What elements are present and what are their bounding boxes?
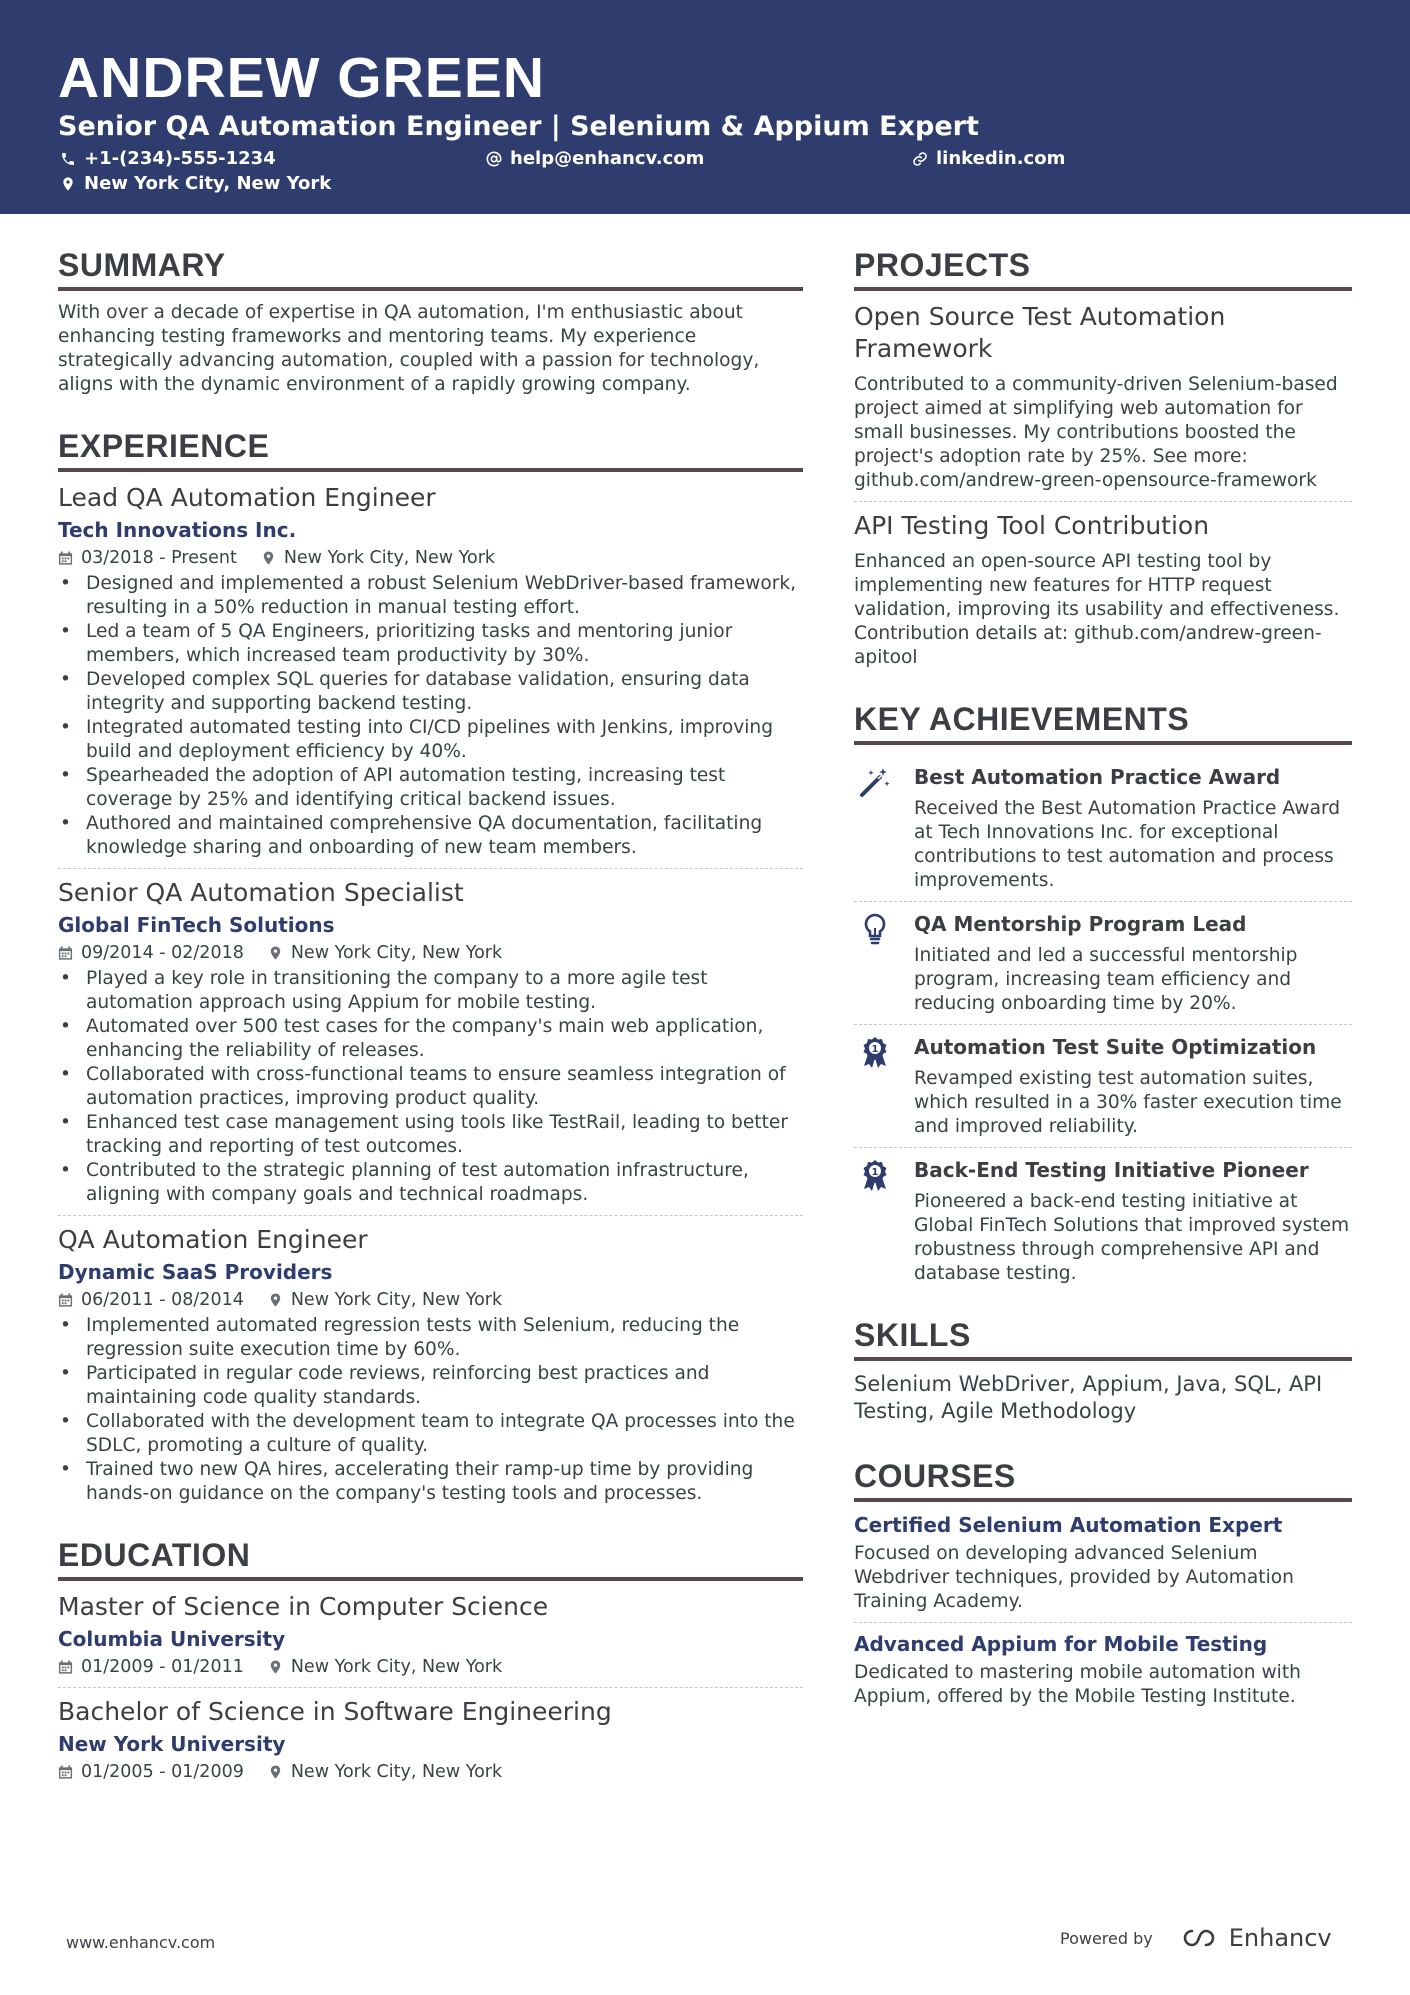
project-entry [854,301,1352,502]
job-dates-text: 09/2014 - 02/2018 [81,943,244,963]
job-location-text: New York City, New York [290,943,503,963]
svg-text:1: 1 [871,1044,879,1055]
location-pin-icon [60,176,76,192]
summary-text: With over a decade of expertise in QA automation, I'm enthusiastic about enhancing testing frameworks and mentoring teams. My experience strategically advancing automation, coupled with a passion for technology, aligns with the dynamic environment of a rapidly growing company. [58,302,760,395]
achievement-item [854,755,1352,902]
phone-text: +1-(234)-555-1234 [84,148,276,169]
bullet-item: • Led a team of 5 QA Engineers, prioritizing tasks and mentoring junior members, which increased team productivity by 30%. [58,620,803,668]
candidate-title: Senior QA Automation Engineer | Selenium & Appium Expert [58,111,979,142]
calendar-icon [58,1659,73,1675]
achievement-title: QA Mentorship Program Lead [914,912,1247,936]
courses-heading: COURSES [854,1457,1352,1502]
job-company: Tech Innovations Inc. [58,518,297,542]
calendar-icon [58,550,73,566]
bullet-item: • Participated in regular code reviews, reinforcing best practices and maintaining code quality standards. [58,1362,803,1410]
education-dates [58,1760,244,1784]
bullet-item: • Collaborated with the development team to integrate QA processes into the SDLC, promoting a culture of quality. [58,1410,803,1458]
project-title: API Testing Tool Contribution [854,511,1210,540]
summary-heading: SUMMARY [58,246,803,291]
education-location [268,1760,502,1784]
achievement-content [914,910,1352,1016]
education-location-text: New York City, New York [290,1657,503,1677]
job-location-text: New York City, New York [283,548,496,568]
bullet-item: • Developed complex SQL queries for database validation, ensuring data integrity and supporting backend testing. [58,668,803,716]
calendar-icon [58,1292,73,1308]
education-entry [58,1591,803,1688]
education-dates [58,1655,244,1679]
calendar-icon [58,1764,73,1780]
resume-header [0,0,1410,214]
bullet-item: • Authored and maintained comprehensive QA documentation, facilitating knowledge sharing and onboarding of new team members. [58,812,803,860]
education-dates-text: 01/2005 - 01/2009 [81,1762,244,1782]
brand-name: Enhancv [1228,1924,1332,1952]
award-ribbon-icon [858,1035,892,1069]
course-entry [854,1512,1352,1623]
projects-heading: PROJECTS [854,246,1352,291]
experience-entry [58,877,803,1216]
bullet-item: • Automated over 500 test cases for the company's main web application, enhancing the reliability of releases. [58,1015,803,1063]
course-entry [854,1631,1352,1717]
course-description: Dedicated to mastering mobile automation with Appium, offered by the Mobile Testing Institute. [854,1662,1301,1707]
achievement-description: Pioneered a back-end testing initiative at Global FinTech Solutions that improved system robustness through comprehensive API and database testing. [914,1191,1350,1284]
location-text: New York City, New York [84,173,332,194]
location-pin-icon [268,1659,283,1675]
education-dates-text: 01/2009 - 01/2011 [81,1657,244,1677]
job-bullets [58,572,803,860]
experience-entry [58,1224,803,1514]
contact-location [60,173,331,195]
achievement-content [914,763,1352,893]
left-column [58,246,803,1792]
job-dates [58,941,244,965]
footer-website[interactable]: www.enhancv.com [66,1933,216,1952]
achievements-section [854,700,1352,1294]
education-heading: EDUCATION [58,1536,803,1581]
education-meta [58,1655,803,1679]
job-bullets [58,967,803,1207]
calendar-icon [58,945,73,961]
course-title: Certified Selenium Automation Expert [854,1513,1283,1537]
link-text[interactable]: linkedin.com [936,148,1066,169]
achievement-title: Back-End Testing Initiative Pioneer [914,1158,1309,1182]
achievement-title: Best Automation Practice Award [914,765,1281,789]
achievement-item [854,1148,1352,1294]
achievement-title: Automation Test Suite Optimization [914,1035,1317,1059]
degree-title: Master of Science in Computer Science [58,1592,549,1621]
bullet-item: • Trained two new QA hires, accelerating their ramp-up time by providing hands-on guidance on the company's testing tools and processes. [58,1458,803,1506]
project-title: Open Source Test Automation Framework [854,302,1226,363]
school-name: Columbia University [58,1627,286,1651]
education-meta [58,1760,803,1784]
job-meta [58,1288,803,1312]
contact-phone [60,148,276,170]
skills-list: Selenium WebDriver, Appium, Java, SQL, API Testing, Agile Methodology [854,1372,1323,1423]
phone-icon [60,151,76,167]
education-location [268,1655,502,1679]
location-pin-icon [268,1292,283,1308]
course-description: Focused on developing advanced Selenium Webdriver techniques, provided by Automation Training Academy. [854,1543,1294,1612]
experience-section [58,427,803,1514]
bullet-item: • Designed and implemented a robust Selenium WebDriver-based framework, resulting in a 50% reduction in manual testing effort. [58,572,803,620]
achievement-icon-slot [854,763,896,893]
summary-section [58,246,803,397]
job-role: Senior QA Automation Specialist [58,878,464,907]
achievement-icon-slot [854,1033,896,1139]
email-text[interactable]: help@enhancv.com [510,148,705,169]
achievement-icon-slot [854,1156,896,1286]
job-meta [58,941,803,965]
location-pin-icon [268,1764,283,1780]
job-dates [58,1288,244,1312]
location-pin-icon [268,945,283,961]
bullet-item: • Spearheaded the adoption of API automation testing, increasing test coverage by 25% and identifying critical backend issues. [58,764,803,812]
achievement-content [914,1156,1352,1286]
job-dates-text: 06/2011 - 08/2014 [81,1290,244,1310]
achievement-description: Initiated and led a successful mentorship program, increasing team efficiency and reducing onboarding time by 20%. [914,945,1298,1014]
job-location [268,1288,502,1312]
achievement-item [854,902,1352,1025]
powered-by-label: Powered by [1060,1928,1153,1948]
skills-heading: SKILLS [854,1316,1352,1361]
footer-branding [1060,1924,1332,1952]
achievement-description: Revamped existing test automation suites, which resulted in a 30% faster execution time and improved reliability. [914,1068,1342,1137]
courses-section [854,1457,1352,1717]
lightbulb-icon [858,912,892,946]
degree-title: Bachelor of Science in Software Engineering [58,1697,612,1726]
school-name: New York University [58,1732,286,1756]
link-icon [912,151,928,167]
projects-section [854,246,1352,678]
project-description: Enhanced an open-source API testing tool by implementing new features for HTTP request validation, improving its usability and effectiveness. Contribution details at: github.com/andrew-green-apitool [854,551,1340,668]
right-column [854,246,1352,1717]
bullet-item: • Enhanced test case management using tools like TestRail, leading to better tracking and reporting of test outcomes. [58,1111,803,1159]
contact-link[interactable] [912,148,1065,170]
job-role: Lead QA Automation Engineer [58,483,436,512]
education-section [58,1536,803,1792]
skills-section [854,1316,1352,1425]
project-description: Contributed to a community-driven Selenium-based project aimed at simplifying web automation for small businesses. My contributions boosted the project's adoption rate by 25%. See more: github.com/andrew-green-opensource-framework [854,374,1338,491]
achievement-content [914,1033,1352,1139]
achievements-heading: KEY ACHIEVEMENTS [854,700,1352,745]
education-location-text: New York City, New York [290,1762,503,1782]
magic-wand-icon [858,765,892,799]
enhancv-logo-icon [1177,1926,1221,1950]
job-location [268,941,502,965]
bullet-item: • Integrated automated testing into CI/CD pipelines with Jenkins, improving build and deployment efficiency by 40%. [58,716,803,764]
candidate-name: ANDREW GREEN [58,46,546,110]
contact-email[interactable] [486,148,704,170]
job-location-text: New York City, New York [290,1290,503,1310]
svg-text:1: 1 [871,1167,879,1178]
bullet-item: • Collaborated with cross-functional teams to ensure seamless integration of automation practices, improving product quality. [58,1063,803,1111]
bullet-item: • Contributed to the strategic planning of test automation infrastructure, aligning with company goals and technical roadmaps. [58,1159,803,1207]
achievement-icon-slot [854,910,896,1016]
project-entry [854,510,1352,678]
education-entry [58,1696,803,1792]
job-location [261,546,495,570]
experience-heading: EXPERIENCE [58,427,803,472]
course-title: Advanced Appium for Mobile Testing [854,1632,1268,1656]
job-company: Global FinTech Solutions [58,913,335,937]
brand-logo[interactable] [1177,1924,1332,1952]
bullet-item: • Played a key role in transitioning the company to a more agile test automation approach using Appium for mobile testing. [58,967,803,1015]
bullet-item: • Implemented automated regression tests with Selenium, reducing the regression suite execution time by 60%. [58,1314,803,1362]
achievement-item [854,1025,1352,1148]
experience-entry [58,482,803,869]
job-role: QA Automation Engineer [58,1225,368,1254]
job-company: Dynamic SaaS Providers [58,1260,333,1284]
job-dates-text: 03/2018 - Present [81,548,237,568]
job-dates [58,546,237,570]
at-sign-icon [486,151,502,167]
job-meta [58,546,803,570]
achievement-description: Received the Best Automation Practice Award at Tech Innovations Inc. for exceptional contributions to test automation and process improvements. [914,798,1341,891]
award-ribbon-icon [858,1158,892,1192]
location-pin-icon [261,550,276,566]
job-bullets [58,1314,803,1506]
